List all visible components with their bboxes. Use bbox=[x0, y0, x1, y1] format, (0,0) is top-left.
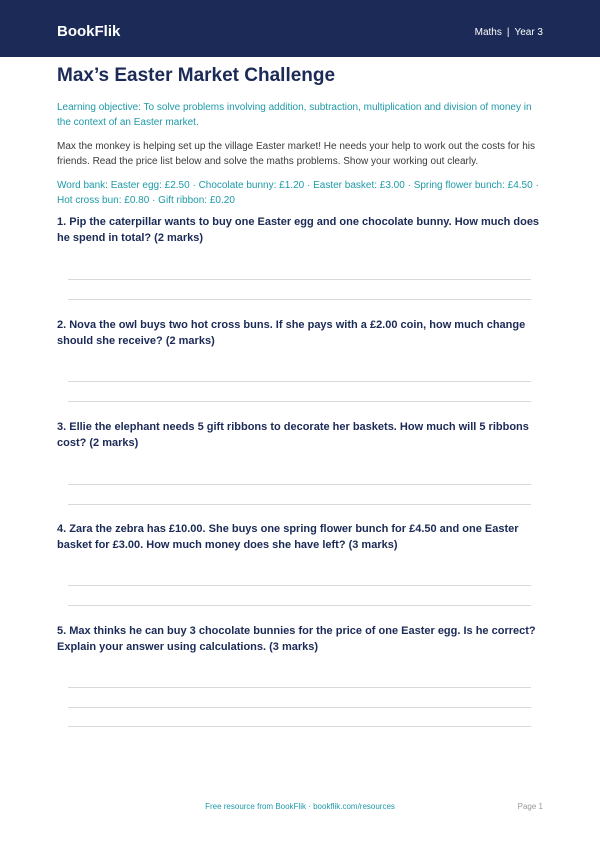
answer-line[interactable] bbox=[68, 279, 531, 280]
answer-line[interactable] bbox=[68, 585, 531, 586]
year-label: Year 3 bbox=[514, 27, 543, 38]
header-bar bbox=[0, 0, 600, 57]
word-bank: Word bank: Easter egg: £2.50 · Chocolate bunny: £1.20 · Easter basket: £3.00 · Spring flower bunch: £4.50 · Hot cross bun: £0.80 · Gift ribbon: £0.20 bbox=[57, 180, 539, 206]
answer-line[interactable] bbox=[68, 401, 531, 402]
answer-line[interactable] bbox=[68, 504, 531, 505]
worksheet-intro bbox=[57, 64, 543, 208]
question-3: 3. Ellie the elephant needs 5 gift ribbons to decorate her baskets. How much will 5 ribbons cost? (2 marks) bbox=[57, 421, 529, 449]
question-2: 2. Nova the owl buys two hot cross buns. If she pays with a £2.00 coin, how much change should she receive? (2 marks) bbox=[57, 319, 526, 347]
intro-paragraph: Max the monkey is helping set up the village Easter market! He needs your help to work out the costs for his friends. Read the price list below and solve the maths problems. Show your working out clearly. bbox=[57, 141, 536, 167]
learning-objective: Learning objective: To solve problems involving addition, subtraction, multiplication and division of money in the context of an Easter market. bbox=[57, 102, 532, 128]
brand-logo[interactable]: BookFlik bbox=[57, 23, 121, 40]
answer-line[interactable] bbox=[68, 381, 531, 382]
question-1: 1. Pip the caterpillar wants to buy one Easter egg and one chocolate bunny. How much does he spend in total? (2 marks) bbox=[57, 216, 540, 244]
worksheet-title: Max’s Easter Market Challenge bbox=[57, 65, 336, 86]
footer-resource-link[interactable]: Free resource from BookFlik · bookflik.com/resources bbox=[205, 802, 395, 811]
question-5: 5. Max thinks he can buy 3 chocolate bunnies for the price of one Easter egg. Is he correct? Explain your answer using calculations. (3 marks) bbox=[57, 625, 536, 653]
answer-line[interactable] bbox=[68, 707, 531, 708]
answer-line[interactable] bbox=[68, 726, 531, 727]
answer-line[interactable] bbox=[68, 299, 531, 300]
question-4: 4. Zara the zebra has £10.00. She buys one spring flower bunch for £4.50 and one Easter basket for £3.00. How much money does she have left? (3 marks) bbox=[57, 523, 519, 551]
answer-line[interactable] bbox=[68, 605, 531, 606]
subject-label: Maths bbox=[474, 27, 502, 38]
subject-year-label bbox=[475, 27, 543, 39]
answer-line[interactable] bbox=[68, 687, 531, 688]
answer-line[interactable] bbox=[68, 484, 531, 485]
meta-separator: | bbox=[506, 27, 510, 38]
page-number: Page 1 bbox=[517, 802, 543, 811]
